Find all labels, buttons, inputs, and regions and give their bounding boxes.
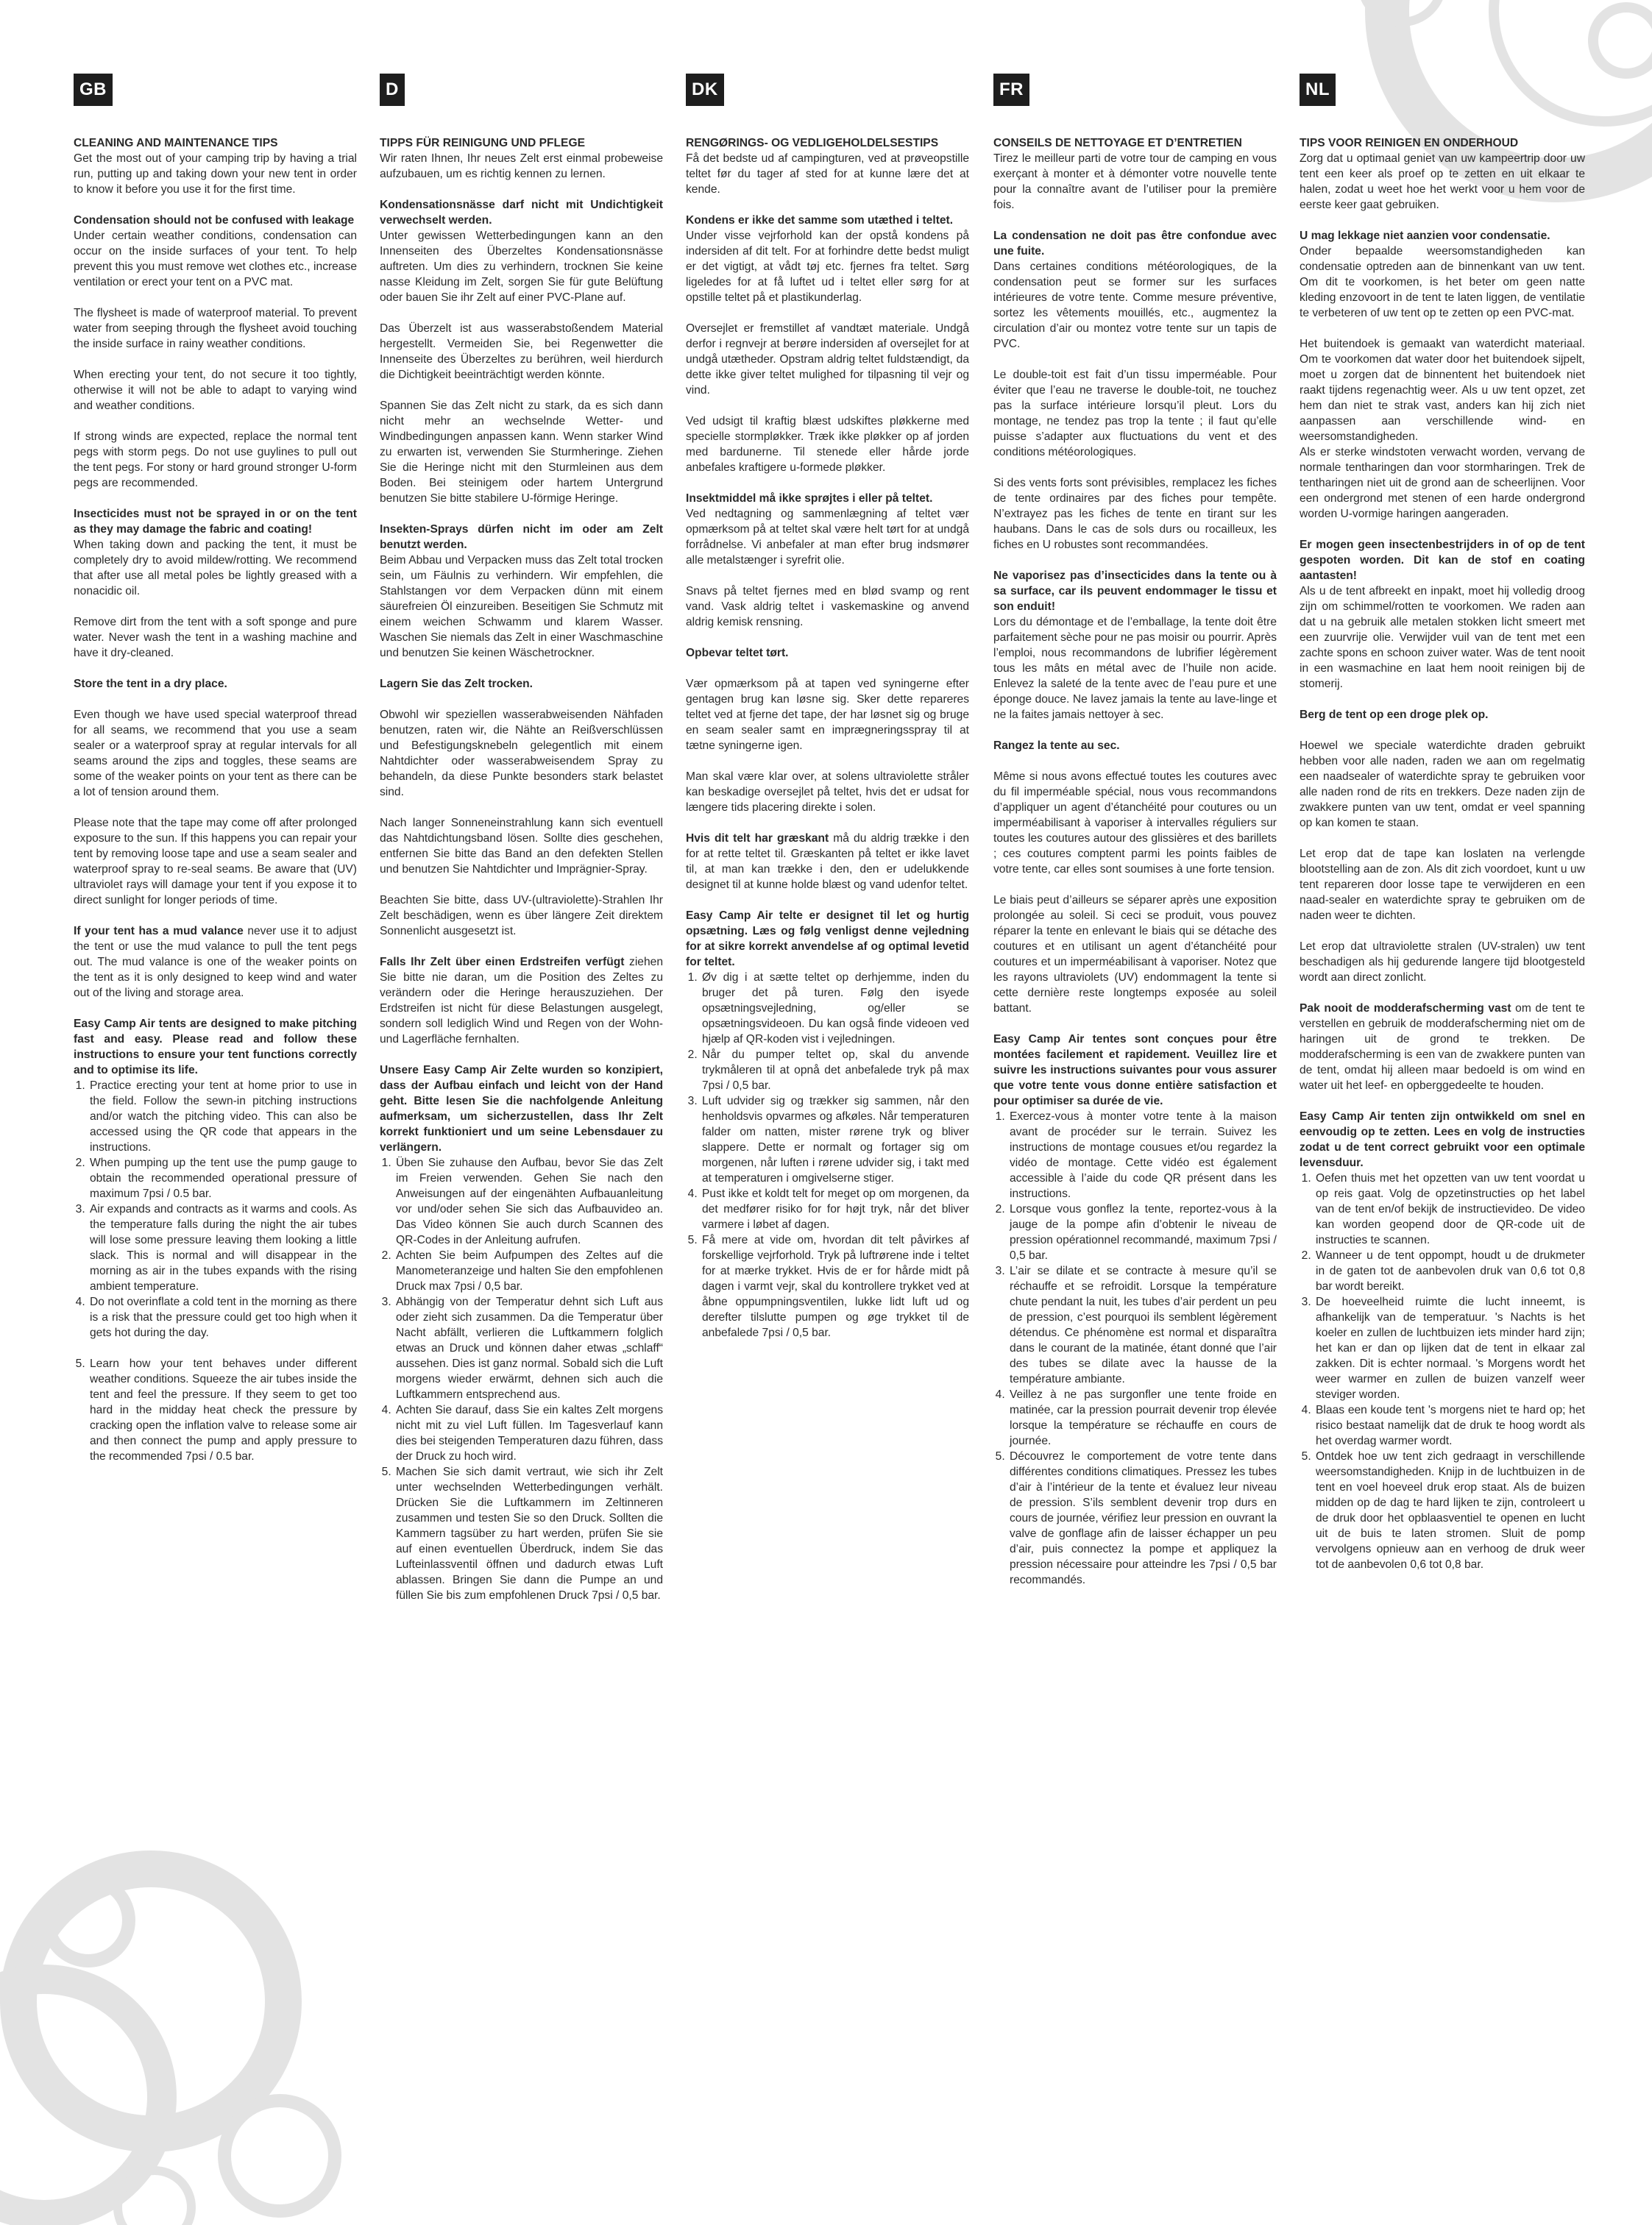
- condensation-title: Kondens er ikke det samme som utæthed i teltet.: [686, 214, 954, 227]
- store-dry-heading: Store the tent in a dry place.: [74, 678, 227, 690]
- mud-valance-paragraph: [74, 923, 357, 1001]
- store-dry-heading: Opbevar teltet tørt.: [686, 647, 789, 659]
- store-dry-heading: Rangez la tente au sec.: [993, 739, 1120, 752]
- list-item: 4. Pust ikke et koldt telt for meget op om morgenen, da det medfører risiko for for højt tryk, når det bliver varmere i løbet af dagen.: [701, 1186, 969, 1232]
- insecticides-title: Insecticides must not be sprayed in or on the tent as they may damage the fabric and coating!: [74, 508, 357, 536]
- air-steps-list: [1300, 1171, 1585, 1572]
- list-item: 5. Découvrez le comportement de votre tente dans différentes conditions climatiques. Pressez les tubes d’air à l’intérieur de la tente et évaluez leur niveau de pression. S’ils semblent devenir trop durs en cours de journée, vérifiez leur pression en ouvrant la valve de gonflage afin de laisser échapper un peu d’air, puis connectez la pompe et appliquez la pression nécessaire pour atteindre les 7psi / 0,5 bar recommandés.: [1008, 1449, 1277, 1588]
- insecticides-title: Insektmiddel må ikke sprøjtes i eller på teltet.: [686, 492, 933, 505]
- mud-valance-text: må du aldrig trække i den for at rette teltet til. Græskanten på teltet er ikke lavet til, at man kan trække i den, den er udelukkende designet til at kunne holde blæst og vand udenfor teltet.: [686, 832, 970, 891]
- erecting-paragraph: When erecting your tent, do not secure it too tightly, otherwise it will not be able to adapt to varying wind and weather conditions.: [74, 369, 357, 412]
- uv-paragraph: Let erop dat ultraviolette stralen (UV-stralen) uw tent beschadigen als hij gedurende langere tijd blootgesteld wordt aan direct zonlicht.: [1300, 940, 1585, 984]
- list-item: 1. Exercez-vous à monter votre tente à la maison avant de procéder sur le terrain. Suivez les instructions de montage cousues et/ou regardez la vidéo de montage. Cette vidéo est également accessible à l’aide du code QR présent dans les instructions.: [1008, 1109, 1277, 1202]
- dirt-paragraph: Remove dirt from the tent with a soft sponge and pure water. Never wash the tent in a washing machine and have it dry-cleaned.: [74, 616, 357, 659]
- air-steps-list: [74, 1078, 357, 1464]
- mud-valance-text: om de tent te verstellen en gebruik de modderafscherming niet om de haringen uit de grond te trekken. De modderafscherming is een van de zwakkere punten van de tent, omdat hij alleen maar bedoeld is om wind en water uit het leef- en opberggedeelte te houden.: [1300, 1002, 1585, 1092]
- condensation-title: La condensation ne doit pas être confondue avec une fuite.: [993, 230, 1277, 258]
- intro-paragraph: Få det bedste ud af campingturen, ved at prøveopstille teltet før du tager af sted for at kunne lære det at kende.: [686, 152, 969, 196]
- insecticides-paragraph: Beim Abbau und Verpacken muss das Zelt total trocken sein, um Fäulnis zu verhindern. Wir empfehlen, die Stahlstangen vor dem Verpacken dünn mit einem säurefreien Öl einzureiben. Beseitigen Sie Schmutz mit einem weichen Schwamm und klarem Wasser. Waschen Sie niemals das Zelt in einer Waschmaschine und benutzen Sie keinen Wäschetrockner.: [380, 554, 663, 659]
- mud-valance-paragraph: [380, 954, 663, 1047]
- mud-valance-paragraph: [686, 831, 969, 893]
- intro-paragraph: Get the most out of your camping trip by having a trial run, putting up and taking down your new tent in order to know it before you use it for the first time.: [74, 152, 357, 196]
- uv-paragraph: Beachten Sie bitte, dass UV-(ultraviolette)-Strahlen Ihr Zelt beschädigen, wenn es über längere Zeit direktem Sonnenlicht ausgesetzt ist.: [380, 894, 663, 937]
- seams-paragraph: Obwohl wir speziellen wasserabweisenden Nähfaden benutzen, raten wir, die Nähte an Reißverschlüssen und Befestigungsknebeln gelegentlich mit einem Nahtdichter oder wasserabweisendem Spray zu behandeln, da diese Punkte besonders stark belastet sind.: [380, 709, 663, 798]
- flysheet-paragraph: The flysheet is made of waterproof material. To prevent water from seeping through the flysheet avoid touching the inside surface in rainy weather conditions.: [74, 307, 357, 350]
- winds-paragraph: Si des vents forts sont prévisibles, remplacez les fiches de tente ordinaires par des fiches pour tempête. N’extrayez pas les fiches de tente en tirant sur les haubans. Dans le cas de sols durs ou rocailleux, les fiches en U robustes sont recommandées.: [993, 477, 1277, 551]
- uv-paragraph: Man skal være klar over, at solens ultraviolette stråler kan beskadige oversejlet på teltet, hvis det er udsat for længere tids placering direkte i solen.: [686, 770, 969, 814]
- list-item: 2. Wanneer u de tent oppompt, houdt u de drukmeter in de gaten tot de aanbevolen druk van 0,6 tot 0,8 bar wordt bereikt.: [1314, 1248, 1585, 1294]
- winds-paragraph: If strong winds are expected, replace the normal tent pegs with storm pegs. Do not use guylines to pull out the tent pegs. For stony or hard ground stronger U-form pegs are recommended.: [74, 430, 357, 489]
- air-tents-title: Unsere Easy Camp Air Zelte wurden so konzipiert, dass der Aufbau einfach und leicht von der Hand geht. Bitte lesen Sie die nachfolgende Anleitung aufmerksam, um sicherzustellen, dass Ihr Zelt korrekt funktioniert und um seine Lebensdauer zu verlängern.: [380, 1064, 663, 1154]
- condensation-title: Condensation should not be confused with leakage: [74, 214, 355, 227]
- condensation-paragraph: Dans certaines conditions météorologiques, de la condensation peut se former sur les surfaces intérieures de votre tente. Comme mesure préventive, sortez les vêtements mouillés, etc., augmentez la circulation d’air ou montez votre tente sur un tapis de PVC.: [993, 260, 1277, 350]
- list-item: 3. Luft udvider sig og trækker sig sammen, når den henholdsvis opvarmes og afkøles. Når temperaturen falder om natten, mister rørene tryk og bliver slappere. Dette er normalt og fortager sig om morgenen, når luften i rørene udvider sig, i takt med at temperaturen i omgivelserne stiger.: [701, 1093, 969, 1186]
- section-heading: TIPS VOOR REINIGEN EN ONDERHOUD: [1300, 137, 1519, 149]
- language-badge: FR: [993, 74, 1029, 106]
- flysheet-paragraph: Das Überzelt ist aus wasserabstoßendem Material hergestellt. Vermeiden Sie, bei Regenwetter die Innenseite des Überzeltes zu berühren, weil hierdurch die Dichtigkeit beeinträchtigt werden könnte.: [380, 322, 663, 381]
- condensation-paragraph: Under visse vejrforhold kan der opstå kondens på indersiden af dit telt. For at forhindre dette bedst muligt er det vigtigt, at vådt tøj etc. fjernes fra teltet. Sørg ligeledes for at få luftet ud i teltet eller sørg for at opstille teltet på et plastikunderlag.: [686, 230, 969, 304]
- condensation-title: U mag lekkage niet aanzien voor condensatie.: [1300, 230, 1550, 242]
- list-item: 3. L’air se dilate et se contracte à mesure qu’il se réchauffe et se refroidit. Lorsque la température chute pendant la nuit, les tubes d’air perdent un peu de pression, c’est pourquoi ils semblent légèrement détendus. Ce phénomène est normal et disparaîtra dans le courant de la matinée, étant donné que l’air des tubes se dilate avec la hausse de la température ambiante.: [1008, 1263, 1277, 1387]
- list-item: 4. Veillez à ne pas surgonfler une tente froide en matinée, car la pression pourrait devenir trop élevée lorsque la température se réchauffe en cours de journée.: [1008, 1387, 1277, 1449]
- seams-paragraph: Even though we have used special waterproof thread for all seams, we recommend that you use a seam sealer or a waterproof spray at regular intervals for all seams around the zips and toggles, these seams are some of the weaker points on your tent as there can be a lot of tension around them.: [74, 709, 357, 798]
- list-item: 1. Øv dig i at sætte teltet op derhjemme, inden du bruger det på turen. Følg den isyede opsætningsvejledning, og/eller se opsætningsvideoen. Du kan også finde videoen ved hjælp af QR-koden vist i vejledningen.: [701, 970, 969, 1047]
- air-steps-list: [993, 1109, 1277, 1588]
- intro-paragraph: Tirez le meilleur parti de votre tour de camping en vous exerçant à monter et à démonter votre nouvelle tente pour la connaître avant de l’utiliser pour la première fois.: [993, 152, 1277, 211]
- flysheet-paragraph: Oversejlet er fremstillet af vandtæt materiale. Undgå derfor i regnvejr at berøre indersiden af oversejlet for at undgå utætheder. Opstram aldrig teltet fuldstændigt, da dette ikke giver teltet mulighed for tilpasning til vejr og vind.: [686, 322, 969, 397]
- tape-paragraph: Nach langer Sonneneinstrahlung kann sich eventuell das Nahtdichtungsband lösen. Sollte dies geschehen, entfernen Sie bitte das Band an den defekten Stellen und benutzen Sie Nahtdichter und Imprägnier-Spray.: [380, 817, 663, 876]
- list-item: 5. Machen Sie sich damit vertraut, wie sich ihr Zelt unter wechselnden Wetterbedingungen verhält. Drücken Sie die Luftkammern im Zeltinneren zusammen und testen Sie so den Druck. Sollten die Kammern tagsüber zu hart werden, prüfen Sie sie auf einen eventuellen Überdruck, indem Sie das Lufteinlassventil öffnen und dadurch etwas Luft ablassen. Bringen Sie dann die Pumpe an und füllen Sie bis zum empfohlenen Druck 7psi / 0,5 bar.: [394, 1464, 663, 1603]
- winds-paragraph: Ved udsigt til kraftig blæst udskiftes pløkkerne med specielle stormpløkker. Træk ikke pløkker op af jorden med bardunerne. Til stenede eller hårde jorde anbefales kraftigere u-formede pløkker.: [686, 415, 969, 474]
- mud-valance-paragraph: [1300, 1001, 1585, 1093]
- mud-valance-text: never use it to adjust the tent or use the mud valance to pull the tent pegs out. The mud valance is one of the weaker points on the tent as it is only designed to keep wind and water out of the living and storage area.: [74, 925, 358, 999]
- section-heading: RENGØRINGS- OG VEDLIGEHOLDELSESTIPS: [686, 137, 939, 149]
- list-item: 1. Practice erecting your tent at home prior to use in the field. Follow the sewn-in pitching instructions and/or watch the pitching video. This can also be accessed using the QR code that appears in the instructions.: [88, 1078, 357, 1155]
- flysheet-paragraph: Het buitendoek is gemaakt van waterdicht materiaal. Om te voorkomen dat water door het buitendoek sijpelt, moet u zorgen dat de binnentent het buitendoek niet raakt tijdens regenachtig weer. Als u uw tent opzet, zet hem dan niet te strak vast, anders kan hij zich niet aanpassen aan verschillende wind- en weersomstandigheden.: [1300, 338, 1585, 443]
- list-item: 5. Få mere at vide om, hvordan dit telt påvirkes af forskellige vejrforhold. Tryk på luftrørene inde i teltet for at mærke trykket. Hvis de er for hårde midt på dagen i varmt vejr, skal du kontrollere trykket ved at åbne oppumpningsventilen, lukke lidt luft ud og derefter tilslutte pumpen og øge trykket til de anbefalede 7psi / 0,5 bar.: [701, 1232, 969, 1341]
- section-heading: CLEANING AND MAINTENANCE TIPS: [74, 137, 278, 149]
- insecticides-title: Insekten-Sprays dürfen nicht im oder am Zelt benutzt werden.: [380, 523, 663, 551]
- store-dry-heading: Berg de tent op een droge plek op.: [1300, 709, 1489, 721]
- intro-paragraph: Wir raten Ihnen, Ihr neues Zelt erst einmal probeweise aufzubauen, um es richtig kennen zu lernen.: [380, 152, 663, 180]
- mud-valance-lead: Pak nooit de modderafscherming vast: [1300, 1002, 1511, 1015]
- language-badge: NL: [1300, 74, 1336, 106]
- language-badge: D: [380, 74, 405, 106]
- condensation-paragraph: Onder bepaalde weersomstandigheden kan condensatie optreden aan de binnenkant van uw tent. Om dit te voorkomen, is het beter om geen natte kleding enzovoort in de tent te laten liggen, de ventilatie te verbeteren of uw tent op te zetten op een PVC-mat.: [1300, 245, 1585, 319]
- mud-valance-text: ziehen Sie bitte nie daran, um die Position des Zeltes zu verändern oder die Heringe herauszuziehen. Der Erdstreifen ist nicht für diese Belastungen ausgelegt, sondern soll lediglich Wind und Regen von der Wohn- und Lagerfläche fernhalten.: [380, 956, 663, 1046]
- seams-paragraph: Même si nous avons effectué toutes les coutures avec du fil imperméable spécial, nous vous recommandons d’appliquer un agent d’étanchéité pour coutures ou un imperméabilisant à vaporiser à intervalles réguliers sur toutes les coutures autour des glissières et des barillets ; ces coutures comptent parmi les points faibles de votre tente, car elles sont soumises à une forte tension.: [993, 770, 1277, 876]
- air-steps-list: [380, 1155, 663, 1603]
- mud-valance-lead: Falls Ihr Zelt über einen Erdstreifen verfügt: [380, 956, 625, 968]
- list-item: 3. Air expands and contracts as it warms and cools. As the temperature falls during the night the air tubes will lose some pressure leaving them looking a little slack. This is normal and will disappear in the morning as air in the tubes expands with the rising ambient temperature.: [88, 1202, 357, 1294]
- insecticides-paragraph: Ved nedtagning og sammenlægning af teltet vær opmærksom på at teltet skal være helt tørt for at undgå forrådnelse. Vi anbefaler at man efter brug indsmører alle metalstænger i syrefrit olie.: [686, 508, 969, 567]
- list-item: 2. Lorsque vous gonflez la tente, reportez-vous à la jauge de la pompe afin d’obtenir le niveau de pression opérationnel recommandé, maximum 7psi / 0,5 bar.: [1008, 1202, 1277, 1263]
- list-item: 2. Når du pumper teltet op, skal du anvende trykmåleren til at opnå det anbefalede tryk på max 7psi / 0,5 bar.: [701, 1047, 969, 1093]
- dirt-paragraph: Snavs på teltet fjernes med en blød svamp og rent vand. Vask aldrig teltet i vaskemaskine og anvend aldrig kemisk rensning.: [686, 585, 969, 628]
- column-dk: [686, 74, 969, 1356]
- list-item: 1. Üben Sie zuhause den Aufbau, bevor Sie das Zelt im Freien verwenden. Gehen Sie nach den Anweisungen auf der eingenähten Aufbauanleitung vor und/oder sehen Sie sich das Aufbauvideo an. Das Video können Sie auch durch Scannen des QR-Codes in der Anleitung aufrufen.: [394, 1155, 663, 1248]
- list-item: 2. Achten Sie beim Aufpumpen des Zeltes auf die Manometeranzeige und halten Sie den empfohlenen Druck max 7psi / 0,5 bar.: [394, 1248, 663, 1294]
- list-item: 4. Achten Sie darauf, dass Sie ein kaltes Zelt morgens nicht mit zu viel Luft füllen. Im Tagesverlauf kann dies bei steigenden Temperaturen dazu führen, dass der Druck zu hoch wird.: [394, 1402, 663, 1464]
- mud-valance-lead: Hvis dit telt har græskant: [686, 832, 829, 845]
- intro-paragraph: Zorg dat u optimaal geniet van uw kampeertrip door uw tent een keer als proef op te zetten en uit elkaar te halen, zodat u weet hoe het werkt voor u hem voor de eerste keer gaat gebruiken.: [1300, 152, 1585, 211]
- store-dry-heading: Lagern Sie das Zelt trocken.: [380, 678, 533, 690]
- air-tents-title: Easy Camp Air tentes sont conçues pour être montées facilement et rapidement. Veuillez lire et suivre les instructions suivantes pour vous assurer que votre tente vous donne entière satisfaction et pour optimiser sa durée de vie.: [993, 1033, 1277, 1107]
- condensation-paragraph: Unter gewissen Wetterbedingungen kann an den Innenseiten des Überzeltes Kondensationsnässe auftreten. Um dies zu verhindern, trocknen Sie keine nasse Kleidung im Zelt, sorgen Sie für gute Belüftung oder bauen Sie ihr Zelt auf einer PVC-Plane auf.: [380, 230, 663, 304]
- language-badge: DK: [686, 74, 724, 106]
- winds-paragraph: Als er sterke windstoten verwacht worden, vervang de normale tentharingen dan voor stormharingen. Trek de tentharingen niet uit de grond aan de scheerlijnen. Voor een ondergrond met stenen of een harde ondergrond worden U-vormige haringen aangeraden.: [1300, 446, 1585, 520]
- section-heading: CONSEILS DE NETTOYAGE ET D’ENTRETIEN: [993, 137, 1242, 149]
- air-tents-title: Easy Camp Air tenten zijn ontwikkeld om snel en eenvoudig op te zetten. Lees en volg de instructies zodat u de tent correct gebruikt voor een optimale levensduur.: [1300, 1110, 1585, 1169]
- language-badge: GB: [74, 74, 113, 106]
- insecticides-paragraph: When taking down and packing the tent, it must be completely dry to avoid mildew/rotting. We recommend that after use all metal poles be lightly greased with a nonacidic oil.: [74, 539, 357, 597]
- insecticides-title: Ne vaporisez pas d’insecticides dans la tente ou à sa surface, car ils peuvent endommager le tissu et son enduit!: [993, 569, 1277, 613]
- list-item: 3. Abhängig von der Temperatur dehnt sich Luft aus oder zieht sich zusammen. Da die Temperatur über Nacht abfällt, verlieren die Luftkammern folglich etwas an Druck und können daher etwas „schlaff“ aussehen. Dies ist ganz normal. Sobald sich die Luft morgens wieder erwärmt, dehnen sich auch die Luftkammern entsprechend aus.: [394, 1294, 663, 1402]
- erecting-paragraph: Spannen Sie das Zelt nicht zu stark, da es sich dann nicht mehr an wechselnde Wetter- und Windbedingungen anpassen kann. Wenn starker Wind zu erwarten ist, verwenden Sie Sturmheringe. Ziehen Sie die Heringe nicht mit den Sturmleinen aus dem Boden. Bei steinigem oder hartem Untergrund benutzen Sie bitte stabilere U-förmige Heringe.: [380, 400, 663, 505]
- tape-paragraph: Let erop dat de tape kan loslaten na verlengde blootstelling aan de zon. Als dit zich voordoet, kunt u uw tent repareren door losse tape te verwijderen en een naad-sealer en waterdichte spray te gebruiken om de naden weer te dichten.: [1300, 848, 1585, 922]
- seams-paragraph: Hoewel we speciale waterdichte draden gebruikt hebben voor alle naden, raden we aan om regelmatig een naadsealer of waterdichte spray te gebruiken voor alle naden rond de rits en trekkers. Deze naden zijn de zwakkere punten van uw tent, omdat er veel spanning op kan komen te staan.: [1300, 739, 1585, 829]
- list-item: 5. Learn how your tent behaves under different weather conditions. Squeeze the air tubes inside the tent and feel the pressure. If they seem to get too hard in the midday heat check the pressure by cracking open the inflation valve to release some air and then connect the pump and apply pressure to the recommended 7psi / 0.5 bar.: [88, 1356, 357, 1464]
- seams-paragraph: Vær opmærksom på at tapen ved syningerne efter gentagen brug kan løsne sig. Sker dette repareres teltet ved at fjerne det tape, der har løsnet sig og bruge en seam sealer samt en imprægneringsspray til at tætne syningerne igen.: [686, 678, 969, 752]
- condensation-paragraph: Under certain weather conditions, condensation can occur on the inside surfaces of your tent. To help prevent this you must remove wet clothes etc., increase ventilation or erect your tent on a PVC mat.: [74, 230, 357, 288]
- mud-valance-lead: If your tent has a mud valance: [74, 925, 244, 937]
- list-item: 2. When pumping up the tent use the pump gauge to obtain the recommended operational pressure of maximum 7psi / 0.5 bar.: [88, 1155, 357, 1202]
- column-nl: [1300, 74, 1585, 1588]
- insecticides-paragraph: Als u de tent afbreekt en inpakt, moet hij volledig droog zijn om schimmel/rotten te voorkomen. We raden aan dat u na gebruik alle metalen stokken licht smeert met een zuurvrije olie. Verwijder vuil van de tent met een zachte spons en schoon zuiver water. Was de tent nooit in een wasmachine en laat hem nooit reinigen bij de stomerij.: [1300, 585, 1585, 690]
- list-item: 3. De hoeveelheid ruimte die lucht inneemt, is afhankelijk van de temperatuur. 's Nachts is het koeler en zullen de luchtbuizen iets minder hard zijn; het kan er dan op lijken dat de tent in elkaar zal zakken. Dit is echter normaal. 's Morgens wordt het weer warmer en zullen de buizen vanzelf weer steviger worden.: [1314, 1294, 1585, 1402]
- list-item: 1. Oefen thuis met het opzetten van uw tent voordat u op reis gaat. Volg de opzetinstructies op het label van de tent en/of bekijk de instructievideo. De video kan worden geopend door de QR-code uit de instructies te scannen.: [1314, 1171, 1585, 1248]
- section-heading: TIPPS FÜR REINIGUNG UND PFLEGE: [380, 137, 585, 149]
- tape-paragraph: Please note that the tape may come off after prolonged exposure to the sun. If this happens you can repair your tent by removing loose tape and use a seam sealer and waterproof spray to re-seal seams. Be aware that (UV) ultraviolet rays will damage your tent if you expose it to direct sunlight for longer periods of time.: [74, 817, 357, 906]
- list-item: 4. Blaas een koude tent 's morgens niet te hard op; het risico bestaat namelijk dat de druk te hoog wordt als het overdag warmer wordt.: [1314, 1402, 1585, 1449]
- flysheet-paragraph: Le double-toit est fait d’un tissu imperméable. Pour éviter que l’eau ne traverse le double-toit, ne touchez pas la surface intérieure lorsqu’il pleut. Lors du montage, ne tendez pas trop la tente ; il faut qu’elle puisse s’adapter aux fluctuations du vent et des conditions météorologiques.: [993, 369, 1277, 458]
- insecticides-title: Er mogen geen insectenbestrijders in of op de tent gespoten worden. Dit kan de stof en coating aantasten!: [1300, 539, 1585, 582]
- column-gb: [74, 74, 357, 1480]
- air-steps-list: [686, 970, 969, 1341]
- list-item: 5. Ontdek hoe uw tent zich gedraagt in verschillende weersomstandigheden. Knijp in de luchtbuizen in de tent en voel hoeveel druk erop staat. Als de buizen midden op de dag te hard lijken te zijn, controleert u de druk door het opblaasventiel te openen en lucht uit de buis te laten stromen. Sluit de pomp vervolgens opnieuw aan en verhoog de druk weer tot de aanbevolen 0,6 tot 0,8 bar.: [1314, 1449, 1585, 1572]
- air-tents-title: Easy Camp Air telte er designet til let og hurtig opsætning. Læs og følg venligst denne vejledning for at sikre korrekt anvendelse af og optimal levetid for teltet.: [686, 909, 969, 968]
- column-d: [380, 74, 663, 1619]
- air-tents-title: Easy Camp Air tents are designed to make pitching fast and easy. Please read and follow these instructions to ensure your tent functions correctly and to optimise its life.: [74, 1018, 357, 1076]
- tape-paragraph: Le biais peut d’ailleurs se séparer après une exposition prolongée au soleil. Si ceci se produit, vous pouvez réparer la tente en enlevant le biais qui se détache des coutures et en utilisant un agent d’étanchéité pour coutures et un imperméabilisant à vaporiser. Notez que les rayons ultraviolets (UV) endommagent la tente si cette dernière reste longtemps exposée au soleil battant.: [993, 894, 1277, 1015]
- condensation-title: Kondensationsnässe darf nicht mit Undichtigkeit verwechselt werden.: [380, 199, 663, 227]
- insecticides-paragraph: Lors du démontage et de l’emballage, la tente doit être parfaitement sèche pour ne pas moisir ou pourrir. Après l’emploi, nous recommandons de lubrifier légèrement tous les mâts en métal avec de l’huile non acide. Enlevez la saleté de la tente avec de l’eau pure et une éponge douce. Ne lavez jamais la tente au lave-linge et ne la faites jamais nettoyer à sec.: [993, 616, 1277, 721]
- list-item: 4. Do not overinflate a cold tent in the morning as there is a risk that the pressure could get too high when it gets hot during the day.: [88, 1294, 357, 1341]
- column-fr: [993, 74, 1277, 1603]
